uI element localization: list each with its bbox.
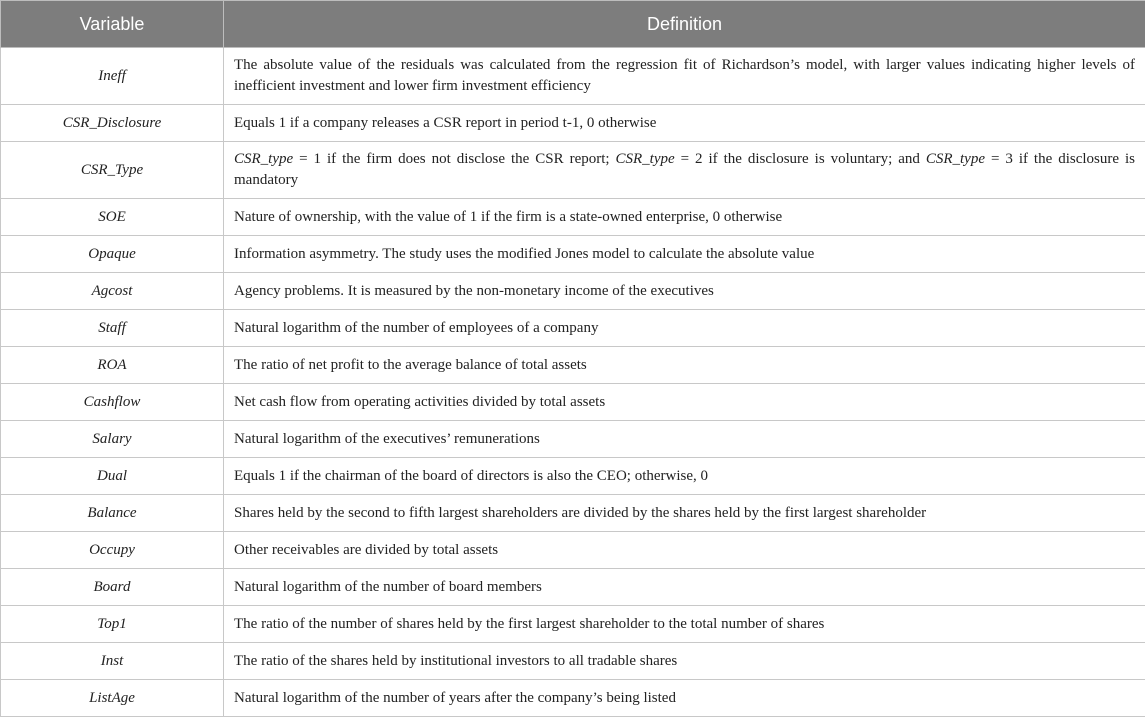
variable-cell: Opaque bbox=[1, 236, 224, 273]
variable-cell: Salary bbox=[1, 421, 224, 458]
table-row bbox=[1, 532, 1145, 569]
definition-cell: The absolute value of the residuals was calculated from the regression fit of Richardson’s model, with larger values indicating higher levels of inefficient investment and lower firm investment efficiency bbox=[224, 48, 1145, 105]
table-row bbox=[1, 310, 1145, 347]
definition-cell: Natural logarithm of the number of employees of a company bbox=[224, 310, 1145, 347]
definition-cell: Equals 1 if a company releases a CSR report in period t-1, 0 otherwise bbox=[224, 105, 1145, 142]
header-definition: Definition bbox=[224, 1, 1145, 48]
header-row bbox=[1, 1, 1145, 48]
variable-cell: Board bbox=[1, 569, 224, 606]
definition-cell: Natural logarithm of the number of board members bbox=[224, 569, 1145, 606]
definition-cell: Agency problems. It is measured by the non-monetary income of the executives bbox=[224, 273, 1145, 310]
definition-cell: Other receivables are divided by total assets bbox=[224, 532, 1145, 569]
variable-cell: Agcost bbox=[1, 273, 224, 310]
definition-cell: The ratio of net profit to the average balance of total assets bbox=[224, 347, 1145, 384]
definition-cell: Net cash flow from operating activities divided by total assets bbox=[224, 384, 1145, 421]
variable-cell: Occupy bbox=[1, 532, 224, 569]
variable-cell: Ineff bbox=[1, 48, 224, 105]
variable-cell: ROA bbox=[1, 347, 224, 384]
table-row bbox=[1, 347, 1145, 384]
table-row bbox=[1, 458, 1145, 495]
definition-cell: Equals 1 if the chairman of the board of directors is also the CEO; otherwise, 0 bbox=[224, 458, 1145, 495]
header-variable: Variable bbox=[1, 1, 224, 48]
variable-cell: Staff bbox=[1, 310, 224, 347]
definition-cell: The ratio of the shares held by institutional investors to all tradable shares bbox=[224, 643, 1145, 680]
variable-cell: CSR_Disclosure bbox=[1, 105, 224, 142]
definition-cell: Nature of ownership, with the value of 1 if the firm is a state-owned enterprise, 0 otherwise bbox=[224, 199, 1145, 236]
table-row bbox=[1, 643, 1145, 680]
table-row bbox=[1, 273, 1145, 310]
variable-cell: ListAge bbox=[1, 680, 224, 717]
variable-cell: Dual bbox=[1, 458, 224, 495]
table-row bbox=[1, 105, 1145, 142]
variable-cell: Top1 bbox=[1, 606, 224, 643]
definition-cell: Natural logarithm of the number of years after the company’s being listed bbox=[224, 680, 1145, 717]
variable-cell: SOE bbox=[1, 199, 224, 236]
variable-cell: Balance bbox=[1, 495, 224, 532]
table-row bbox=[1, 421, 1145, 458]
table-row bbox=[1, 142, 1145, 199]
variable-cell: Inst bbox=[1, 643, 224, 680]
table-row bbox=[1, 199, 1145, 236]
table-row bbox=[1, 606, 1145, 643]
definition-cell: Natural logarithm of the executives’ remunerations bbox=[224, 421, 1145, 458]
table-row bbox=[1, 384, 1145, 421]
table-row bbox=[1, 495, 1145, 532]
table-row bbox=[1, 236, 1145, 273]
table-row bbox=[1, 48, 1145, 105]
table-row bbox=[1, 680, 1145, 717]
definition-cell: Shares held by the second to fifth largest shareholders are divided by the shares held by the first largest shareholder bbox=[224, 495, 1145, 532]
definition-cell: The ratio of the number of shares held by the first largest shareholder to the total number of shares bbox=[224, 606, 1145, 643]
table-row bbox=[1, 569, 1145, 606]
definition-cell: CSR_type = 1 if the firm does not disclose the CSR report; CSR_type = 2 if the disclosure is voluntary; and CSR_type = 3 if the disclosure is mandatory bbox=[224, 142, 1145, 199]
definition-cell: Information asymmetry. The study uses the modified Jones model to calculate the absolute value bbox=[224, 236, 1145, 273]
variable-cell: CSR_Type bbox=[1, 142, 224, 199]
variable-cell: Cashflow bbox=[1, 384, 224, 421]
